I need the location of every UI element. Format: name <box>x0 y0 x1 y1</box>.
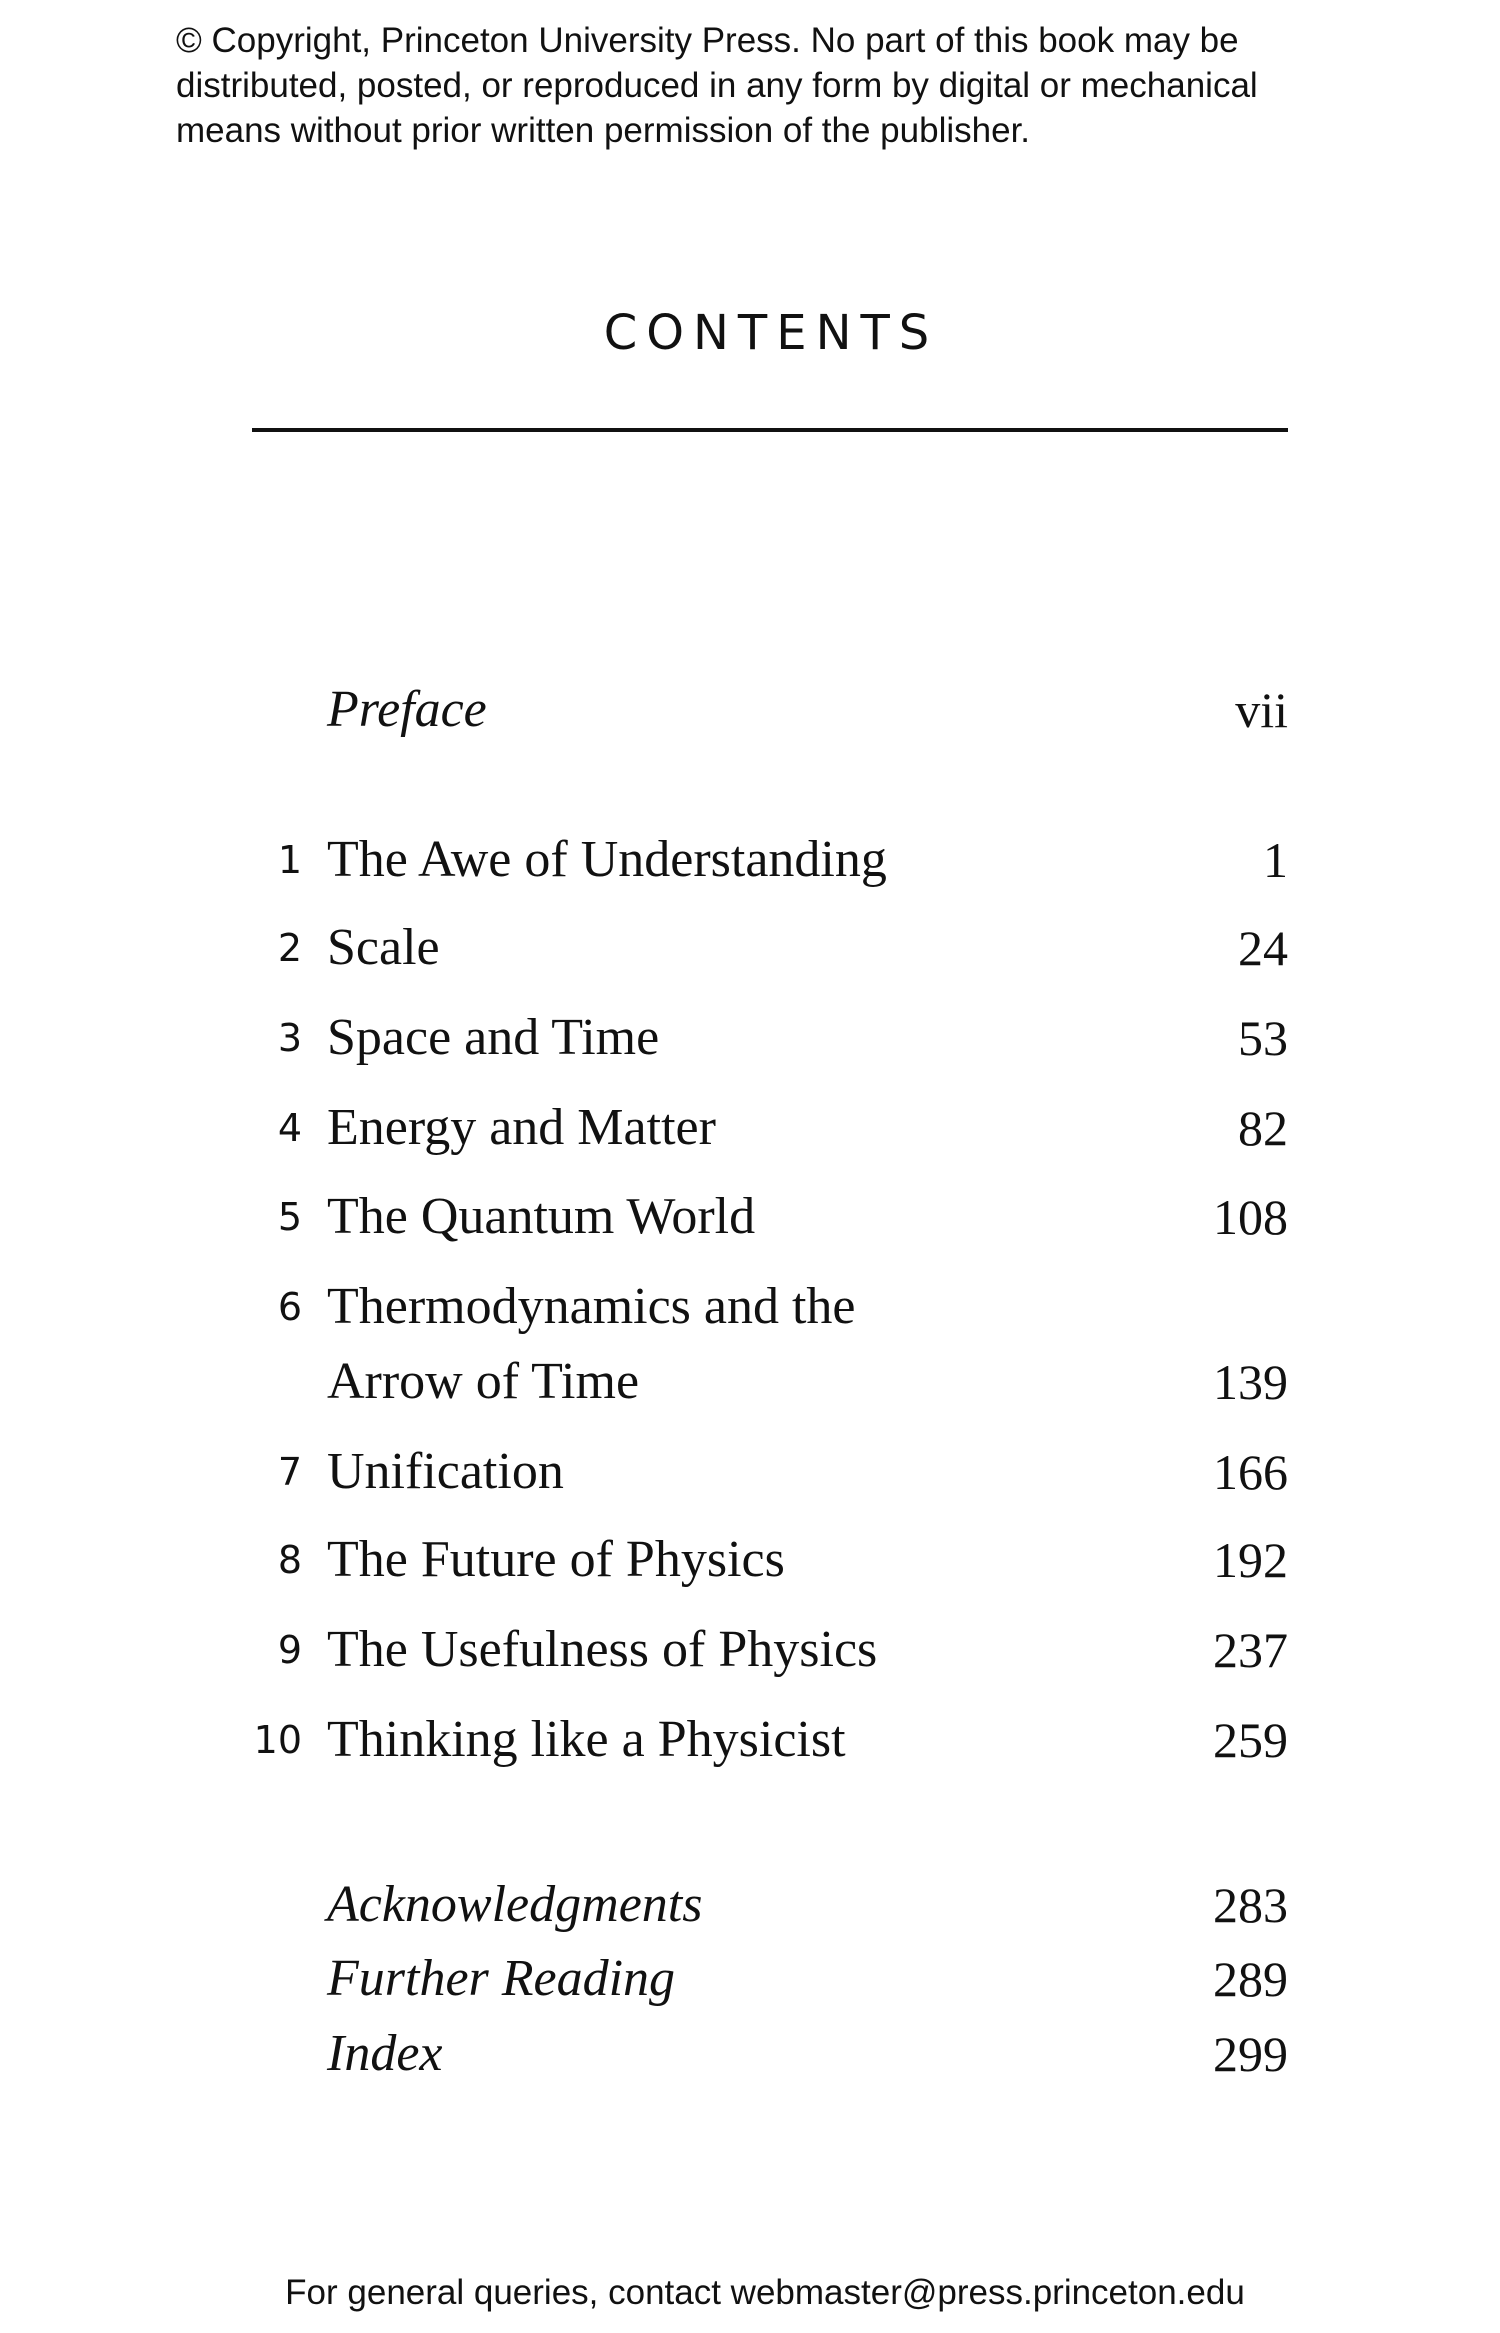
chapter-number: 6 <box>277 1285 302 1329</box>
chapter-number: 3 <box>277 1016 302 1060</box>
chapter-title: Scale <box>327 919 440 976</box>
toc-chapter-5[interactable] <box>0 1187 1500 1247</box>
toc-chapter-7[interactable] <box>0 1442 1500 1502</box>
toc-entry-label: Preface <box>327 681 487 738</box>
chapter-page: 192 <box>1213 1532 1288 1588</box>
chapter-page: 166 <box>1213 1444 1288 1500</box>
copyright-line: means without prior written permission of the publisher. <box>176 111 1031 150</box>
toc-entry-page: 299 <box>1213 2026 1288 2082</box>
chapter-title: Unification <box>327 1443 564 1500</box>
toc-entry-further-reading[interactable] <box>0 1949 1500 2009</box>
chapter-title-line-2: Arrow of Time <box>327 1353 640 1410</box>
copyright-notice <box>176 18 1376 153</box>
toc-entry-page: vii <box>1235 682 1288 738</box>
chapter-page: 108 <box>1213 1189 1288 1245</box>
copyright-line: distributed, posted, or reproduced in any form by digital or mechanical <box>176 66 1258 105</box>
chapter-page: 82 <box>1238 1100 1288 1156</box>
chapter-page: 24 <box>1238 920 1288 976</box>
chapter-title: Space and Time <box>327 1009 660 1066</box>
toc-chapter-6-continued[interactable] <box>0 1352 1500 1412</box>
toc-chapter-10[interactable] <box>0 1710 1500 1770</box>
chapter-title: Energy and Matter <box>327 1099 716 1156</box>
chapter-number: 7 <box>277 1450 302 1494</box>
chapter-number: 8 <box>277 1538 302 1582</box>
chapter-page: 259 <box>1213 1712 1288 1768</box>
title-divider <box>252 428 1288 432</box>
chapter-page: 139 <box>1213 1354 1288 1410</box>
chapter-title: The Quantum World <box>327 1188 756 1245</box>
toc-entry-preface[interactable] <box>0 680 1500 740</box>
chapter-page: 1 <box>1263 832 1288 888</box>
toc-entry-label: Acknowledgments <box>327 1876 703 1933</box>
toc-entry-page: 289 <box>1213 1951 1288 2007</box>
toc-chapter-1[interactable] <box>0 830 1500 890</box>
chapter-title-line-1: Thermodynamics and the <box>327 1278 856 1335</box>
toc-entry-label: Index <box>327 2025 443 2082</box>
contact-footer: For general queries, contact webmaster@press.princeton.edu <box>285 2273 1245 2312</box>
toc-chapter-8[interactable] <box>0 1530 1500 1590</box>
chapter-page: 237 <box>1213 1622 1288 1678</box>
toc-chapter-6[interactable] <box>0 1277 1500 1337</box>
chapter-number: 4 <box>277 1106 302 1150</box>
chapter-title: The Awe of Understanding <box>327 831 887 888</box>
toc-entry-acknowledgments[interactable] <box>0 1875 1500 1935</box>
toc-chapter-3[interactable] <box>0 1008 1500 1068</box>
toc-entry-index[interactable] <box>0 2024 1500 2084</box>
chapter-number: 2 <box>277 926 302 970</box>
chapter-title: The Usefulness of Physics <box>327 1621 878 1678</box>
toc-chapter-2[interactable] <box>0 918 1500 978</box>
chapter-number: 10 <box>253 1718 302 1762</box>
copyright-line: © Copyright, Princeton University Press. No part of this book may be <box>176 21 1239 60</box>
chapter-number: 9 <box>277 1628 302 1672</box>
chapter-title: The Future of Physics <box>327 1531 785 1588</box>
page-title: CONTENTS <box>603 305 939 361</box>
chapter-number: 5 <box>277 1195 302 1239</box>
toc-chapter-4[interactable] <box>0 1098 1500 1158</box>
chapter-page: 53 <box>1238 1010 1288 1066</box>
chapter-title: Thinking like a Physicist <box>327 1711 846 1768</box>
toc-chapter-9[interactable] <box>0 1620 1500 1680</box>
toc-entry-label: Further Reading <box>327 1950 676 2007</box>
toc-entry-page: 283 <box>1213 1877 1288 1933</box>
chapter-number: 1 <box>277 838 302 882</box>
